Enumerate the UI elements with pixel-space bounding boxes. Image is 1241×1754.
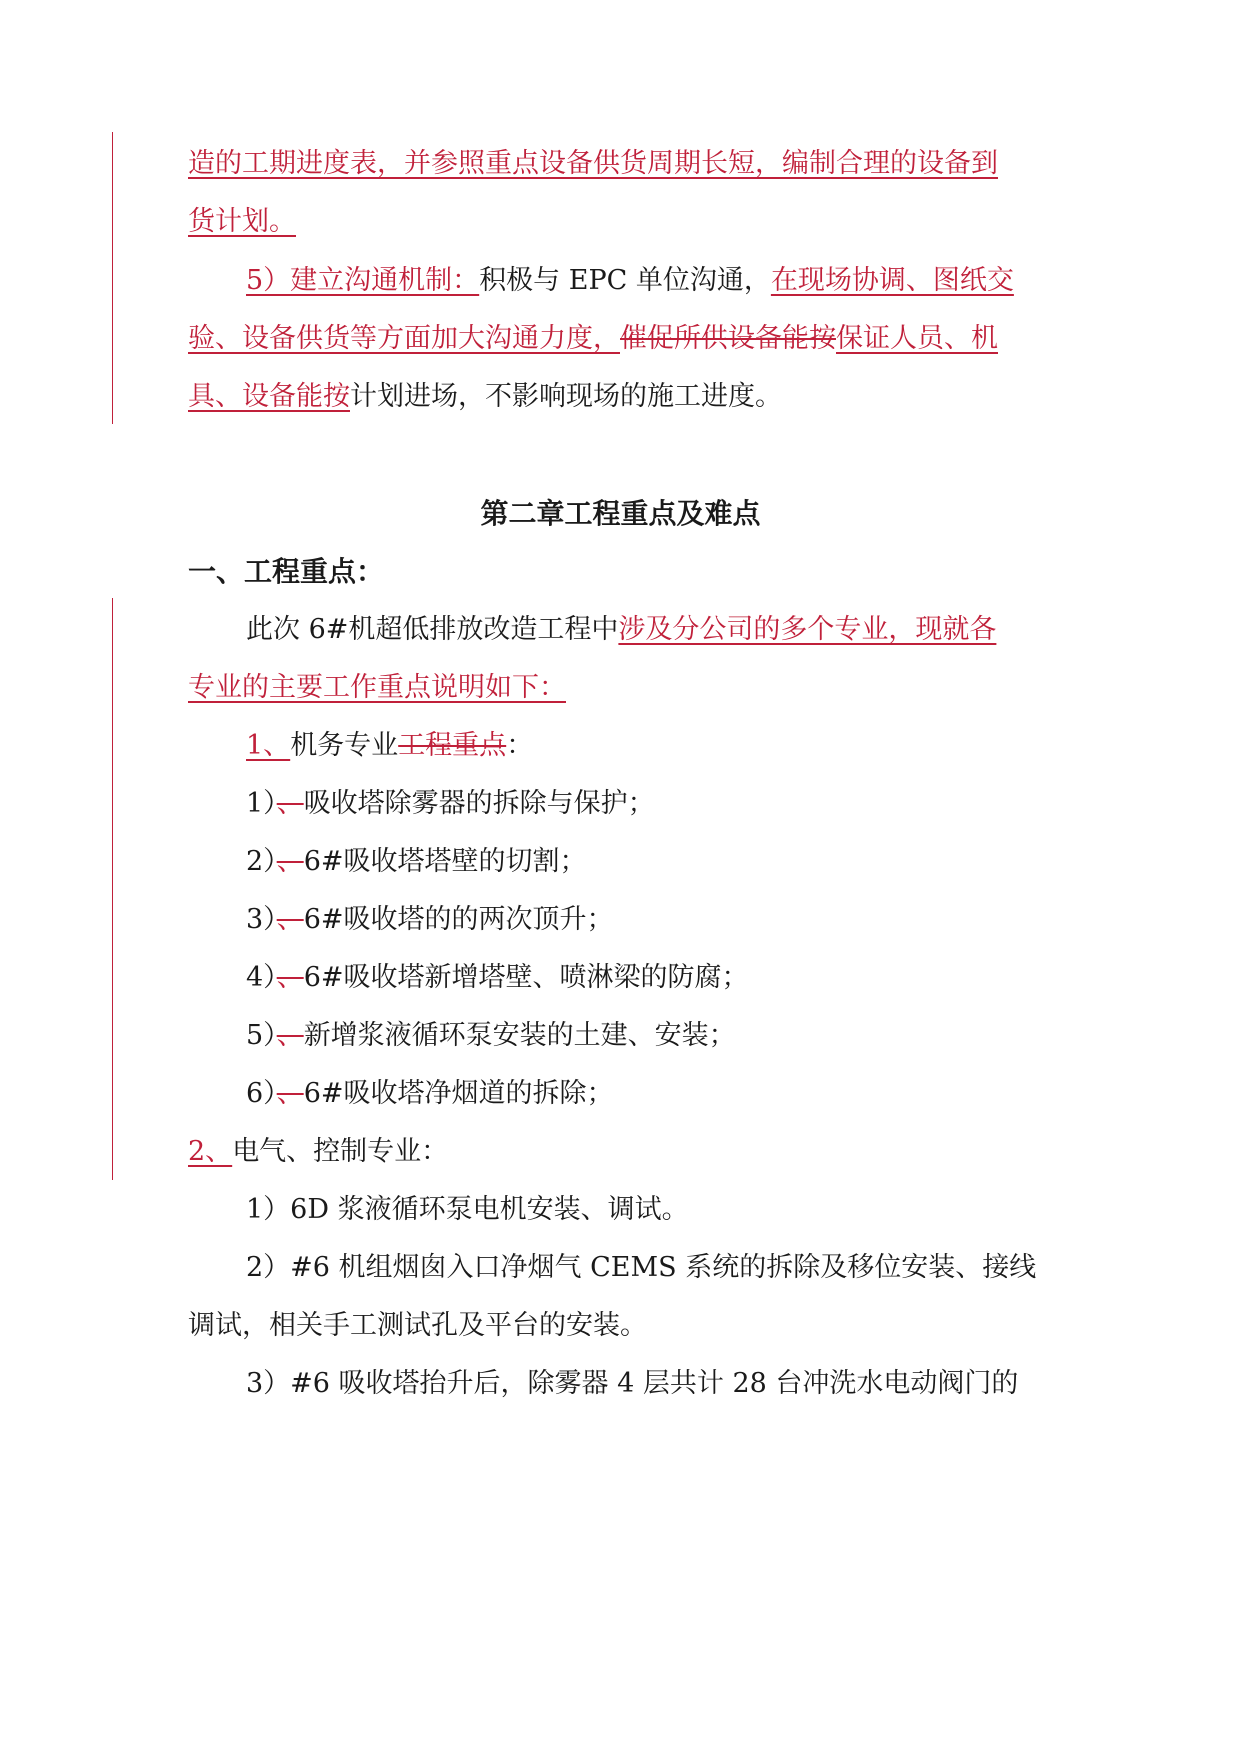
- elec-item-2-cont: 调试，相关手工测试孔及平台的安装。: [188, 1310, 647, 1341]
- mech-item-6: [246, 1074, 614, 1114]
- item-number: 4）: [246, 962, 277, 993]
- item-text: 6#吸收塔的的两次顶升；: [303, 904, 614, 935]
- deleted-mark: 、: [276, 904, 304, 935]
- item-number: 1）: [246, 788, 277, 819]
- mech-heading: [246, 726, 533, 766]
- item-number: 5）: [246, 1020, 277, 1051]
- mech-item-3: [246, 900, 614, 940]
- mech-item-2: [246, 842, 587, 882]
- elec-item-2: 2）#6 机组烟囱入口净烟气 CEMS 系统的拆除及移位安装、接线: [246, 1252, 1037, 1283]
- deleted-mark: 、: [276, 1078, 304, 1109]
- inserted-text: 验、设备供货等方面加大沟通力度，: [188, 323, 620, 354]
- mech-colon: ：: [506, 730, 534, 761]
- deleted-mark: 、: [276, 962, 304, 993]
- elec-label: 电气、控制专业：: [232, 1136, 449, 1167]
- item-text: 6#吸收塔净烟道的拆除；: [303, 1078, 614, 1109]
- item-text: 6#吸收塔塔壁的切割；: [303, 846, 587, 877]
- item5-line-1: [246, 261, 1014, 301]
- item-number: 3）: [246, 904, 277, 935]
- item-number: 6）: [246, 1078, 277, 1109]
- item5-line-2: [188, 319, 998, 359]
- mech-item-1: [246, 784, 655, 824]
- chapter-title: 第二章工程重点及难点: [480, 497, 761, 530]
- elec-item-3: 3）#6 吸收塔抬升后，除雾器 4 层共计 28 台冲洗水电动阀门的: [246, 1368, 1019, 1399]
- mech-label: 机务专业: [290, 730, 399, 761]
- deleted-text: 催促所供设备能按: [620, 323, 836, 354]
- item5-label: 5）建立沟通机制：: [246, 265, 480, 296]
- inserted-text: 在现场协调、图纸交: [770, 265, 1014, 296]
- item-text: 6#吸收塔新增塔壁、喷淋梁的防腐；: [303, 962, 749, 993]
- item-number: 2）: [246, 846, 277, 877]
- inserted-text: 专业的主要工作重点说明如下：: [188, 672, 566, 703]
- inserted-text: 保证人员、机: [836, 323, 998, 354]
- section-heading: 一、工程重点：: [188, 555, 385, 588]
- mech-item-4: [246, 958, 749, 998]
- item5-text: 积极与 EPC 单位沟通，: [479, 265, 771, 296]
- paragraph-prev-line-1: [188, 144, 998, 184]
- paragraph-prev-line-2: [188, 202, 296, 242]
- mech-number: 1、: [246, 730, 291, 761]
- item-text: 新增浆液循环泵安装的土建、安装；: [303, 1020, 736, 1051]
- elec-item-1: 1）6D 浆液循环泵电机安装、调试。: [246, 1194, 689, 1225]
- inserted-text: 造的工期进度表，并参照重点设备供货周期长短，编制合理的设备到: [188, 148, 998, 179]
- inserted-text: 货计划。: [188, 206, 296, 237]
- change-bar-top: [112, 132, 113, 424]
- intro-line-2: [188, 668, 566, 708]
- item5-line-3: [188, 377, 782, 417]
- item5-text-end: 计划进场，不影响现场的施工进度。: [350, 381, 782, 412]
- intro-line-1: [246, 610, 996, 650]
- deleted-mark: 、: [276, 788, 304, 819]
- elec-number: 2、: [188, 1136, 233, 1167]
- inserted-text: 具、设备能按: [188, 381, 350, 412]
- mech-item-5: [246, 1016, 736, 1056]
- elec-heading: [188, 1132, 448, 1172]
- deleted-mark: 、: [276, 1020, 304, 1051]
- inserted-text: 涉及分公司的多个专业，现就各: [618, 614, 997, 645]
- change-bar-middle: [112, 598, 113, 1180]
- deleted-mark: 、: [276, 846, 304, 877]
- deleted-text: 工程重点: [398, 730, 507, 761]
- item-text: 吸收塔除雾器的拆除与保护；: [303, 788, 655, 819]
- intro-text: 此次 6#机超低排放改造工程中: [246, 614, 619, 645]
